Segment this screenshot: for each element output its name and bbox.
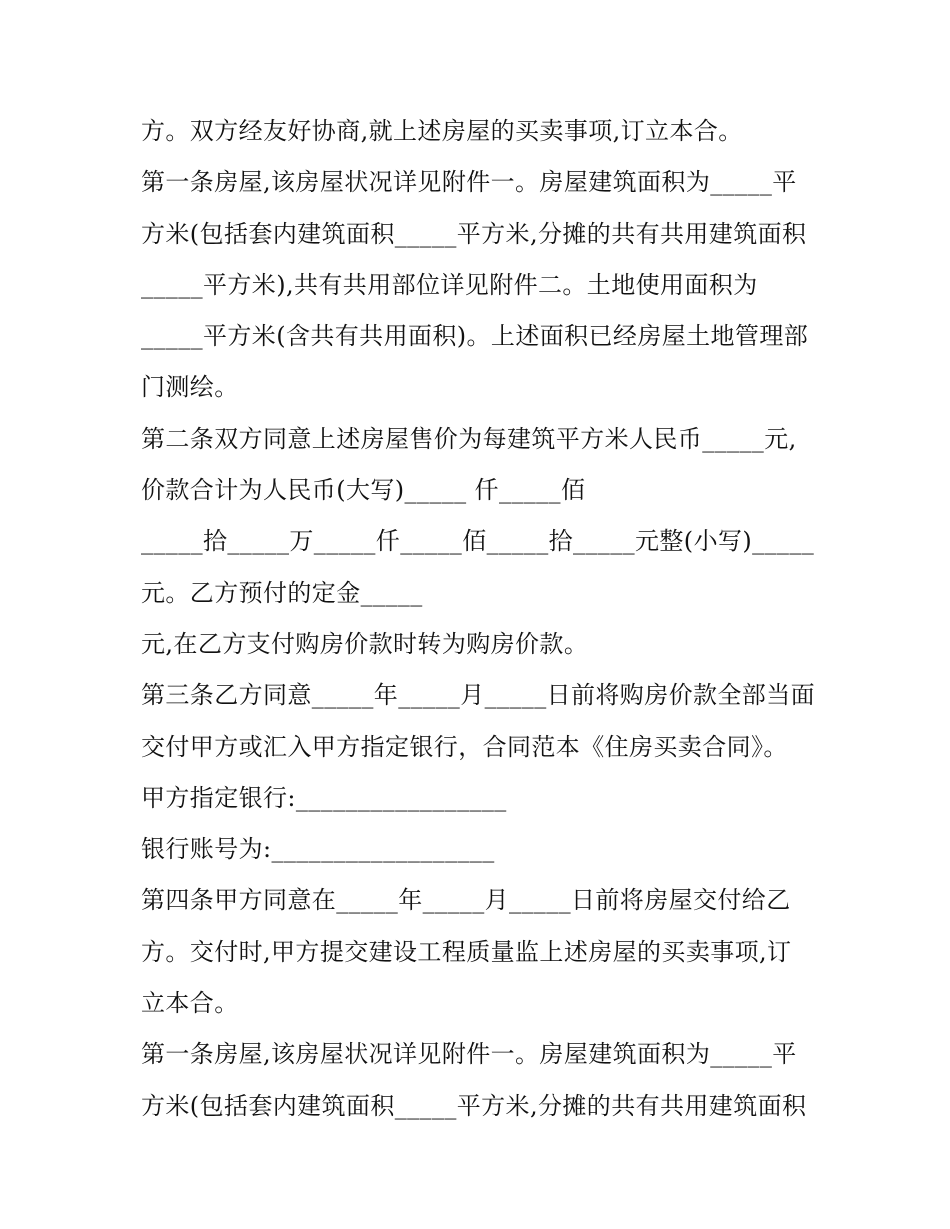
contract-line: 价款合计为人民币(大写)_____ 仟_____佰 — [141, 476, 586, 505]
contract-line: _____拾_____万_____仟_____佰_____拾_____元整(小写)_____ — [141, 527, 815, 556]
contract-line: 方米(包括套内建筑面积_____平方米,分摊的共有共用建筑面积 — [141, 1091, 807, 1120]
contract-line: 第二条双方同意上述房屋售价为每建筑平方米人民币_____元, — [141, 424, 797, 453]
contract-line: 方。双方经友好协商,就上述房屋的买卖事项,订立本合。 — [141, 117, 743, 145]
contract-line: 银行账号为:__________________ — [141, 835, 495, 864]
contract-line: 交付甲方或汇入甲方指定银行，合同范本《住房买卖合同》。 — [141, 732, 788, 761]
contract-line: 方。交付时,甲方提交建设工程质量监上述房屋的买卖事项,订 — [141, 937, 792, 966]
contract-line: 甲方指定银行:_________________ — [141, 783, 507, 812]
contract-line: 第四条甲方同意在_____年_____月_____日前将房屋交付给乙 — [141, 886, 791, 915]
contract-line: _____平方米),共有共用部位详见附件二。土地使用面积为 — [141, 270, 758, 299]
contract-line: 第一条房屋,该房屋状况详见附件一。房屋建筑面积为_____平 — [141, 1040, 797, 1069]
contract-line: 元,在乙方支付购房价款时转为购房价款。 — [141, 629, 589, 658]
contract-line: _____平方米(含共有共用面积)。上述面积已经房屋土地管理部 — [141, 322, 809, 351]
contract-line: 元。乙方预付的定金_____ — [141, 578, 423, 607]
contract-line: 门测绘。 — [141, 373, 239, 402]
contract-line: 立本合。 — [141, 989, 239, 1018]
contract-line: 第三条乙方同意_____年_____月_____日前将购房价款全部当面 — [141, 681, 815, 710]
contract-line: 方米(包括套内建筑面积_____平方米,分摊的共有共用建筑面积 — [141, 219, 807, 248]
contract-line: 第一条房屋,该房屋状况详见附件一。房屋建筑面积为_____平 — [141, 168, 797, 197]
contract-body — [141, 106, 831, 1132]
